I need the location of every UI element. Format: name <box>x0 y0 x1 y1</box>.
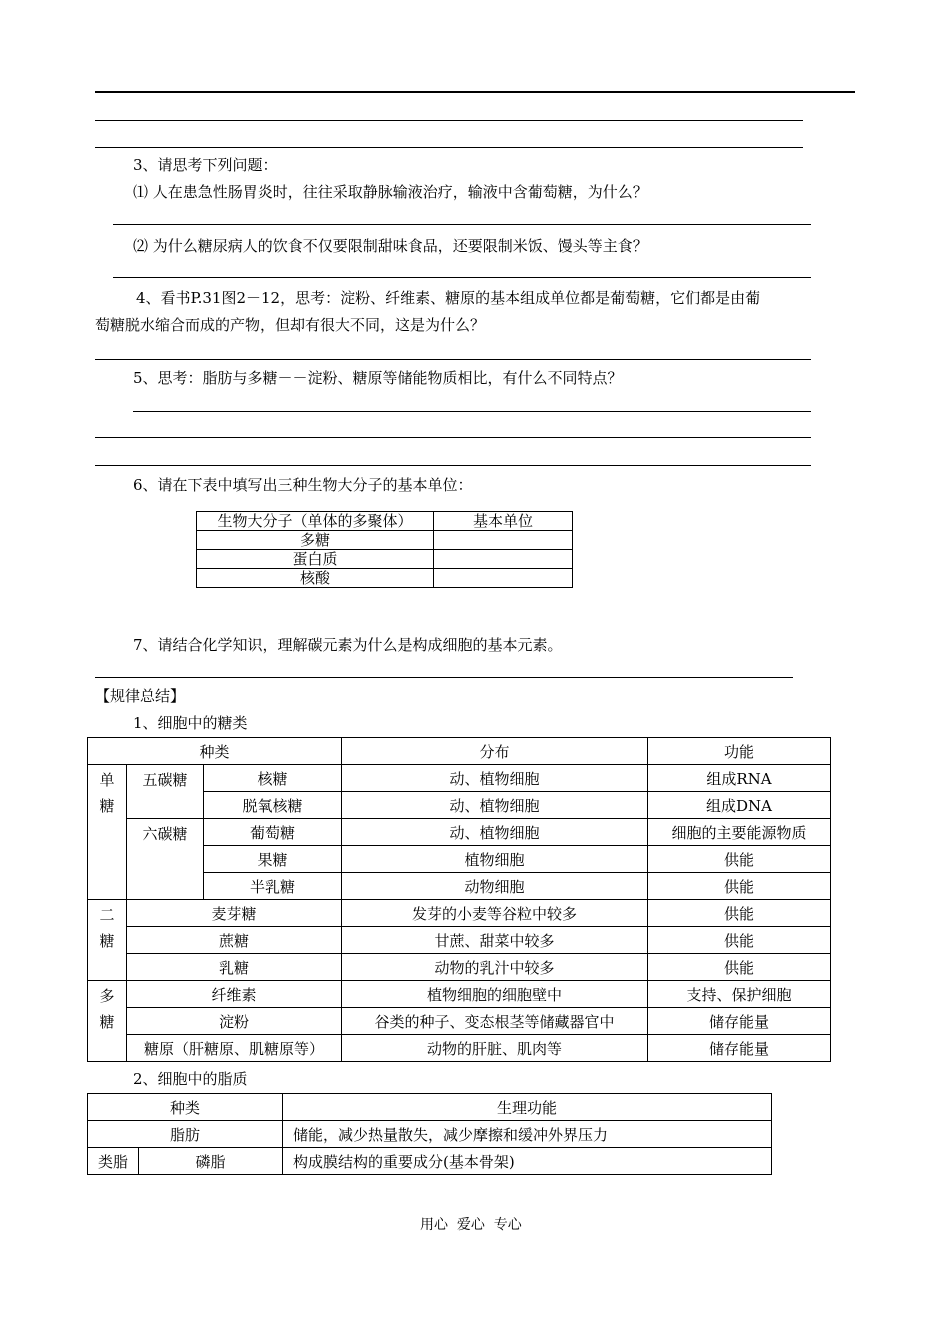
di-sugar-text: 二糖 <box>99 906 115 950</box>
sugar-distribution: 动、植物细胞 <box>342 792 648 819</box>
sugar-distribution: 甘蔗、甜菜中较多 <box>342 927 648 954</box>
question-7: 7、请结合化学知识，理解碳元素为什么是构成细胞的基本元素。 <box>133 636 563 654</box>
answer-line <box>95 437 811 438</box>
question-4-line1: 4、看书P.31图2－12，思考：淀粉、纤维素、糖原的基本组成单位都是葡萄糖，它们都是由葡 <box>136 289 761 307</box>
sugar-distribution: 动物的肝脏、肌肉等 <box>342 1035 648 1062</box>
sugar-function: 组成DNA <box>648 792 831 819</box>
sugar-header-function: 功能 <box>648 738 831 765</box>
sugar-function: 供能 <box>648 873 831 900</box>
di-sugar-label <box>88 900 127 981</box>
sugar-distribution: 植物细胞的细胞壁中 <box>342 981 648 1008</box>
sugar-distribution: 动物细胞 <box>342 873 648 900</box>
poly-sugar-text: 多糖 <box>99 987 115 1031</box>
question-6: 6、请在下表中填写出三种生物大分子的基本单位： <box>133 476 473 494</box>
table-row <box>197 550 573 569</box>
sugar-distribution: 动物的乳汁中较多 <box>342 954 648 981</box>
lipid-header-function: 生理功能 <box>282 1094 771 1121</box>
sugar-name: 糖原（肝糖原、肌糖原等） <box>127 1035 342 1062</box>
units-answer-cell <box>434 531 573 550</box>
question-3-2: ⑵ 为什么糖尿病人的饮食不仅要限制甜味食品，还要限制米饭、馒头等主食？ <box>133 237 648 255</box>
sugar-function: 组成RNA <box>648 765 831 792</box>
units-answer-cell <box>434 550 573 569</box>
table-row <box>88 900 831 927</box>
question-5: 5、思考：脂肪与多糖－－淀粉、糖原等储能物质相比，有什么不同特点？ <box>133 369 623 387</box>
table-row <box>88 1121 772 1148</box>
table-row <box>88 819 831 846</box>
question-3-title: 3、请思考下列问题： <box>133 156 278 174</box>
question-4-line2: 萄糖脱水缩合而成的产物，但却有很大不同，这是为什么？ <box>95 316 486 334</box>
sugar-function: 储存能量 <box>648 1035 831 1062</box>
pentose-label: 五碳糖 <box>127 765 204 819</box>
units-table <box>196 511 573 588</box>
sugar-name: 纤维素 <box>127 981 342 1008</box>
answer-line <box>95 147 803 148</box>
answer-line <box>95 91 855 93</box>
page-footer: 用心 爱心 专心 <box>420 1217 522 1233</box>
sugar-name: 葡萄糖 <box>204 819 342 846</box>
sugar-section-title: 1、细胞中的糖类 <box>133 714 248 732</box>
sugar-header-kind: 种类 <box>88 738 342 765</box>
sugar-distribution: 谷类的种子、变态根茎等储藏器官中 <box>342 1008 648 1035</box>
lipid-header-kind: 种类 <box>88 1094 283 1121</box>
sugar-function: 供能 <box>648 846 831 873</box>
units-header-macromolecule: 生物大分子（单体的多聚体） <box>197 512 434 531</box>
lipid-lipoid: 类脂 <box>88 1148 139 1175</box>
sugar-function: 供能 <box>648 927 831 954</box>
sugar-function: 供能 <box>648 954 831 981</box>
lipid-fat-function: 储能，减少热量散失，减少摩擦和缓冲外界压力 <box>282 1121 771 1148</box>
units-header-unit: 基本单位 <box>434 512 573 531</box>
sugar-name: 半乳糖 <box>204 873 342 900</box>
summary-heading: 【规律总结】 <box>95 687 186 705</box>
table-row <box>197 531 573 550</box>
answer-line <box>113 224 811 225</box>
lipid-phospholipid: 磷脂 <box>139 1148 283 1175</box>
poly-sugar-label <box>88 981 127 1062</box>
sugar-header-distribution: 分布 <box>342 738 648 765</box>
answer-line <box>113 277 811 278</box>
answer-line <box>95 465 811 466</box>
answer-line <box>133 411 811 412</box>
answer-line <box>95 120 803 121</box>
mono-sugar-label <box>88 765 127 900</box>
answer-line <box>95 677 793 678</box>
sugar-function: 供能 <box>648 900 831 927</box>
units-cell: 核酸 <box>197 569 434 588</box>
sugar-name: 淀粉 <box>127 1008 342 1035</box>
lipid-fat: 脂肪 <box>88 1121 283 1148</box>
sugar-distribution: 植物细胞 <box>342 846 648 873</box>
sugar-function: 细胞的主要能源物质 <box>648 819 831 846</box>
sugar-table <box>87 737 831 1062</box>
table-row <box>88 1008 831 1035</box>
table-row <box>88 981 831 1008</box>
sugar-distribution: 动、植物细胞 <box>342 765 648 792</box>
mono-sugar-text: 单糖 <box>99 771 115 815</box>
question-3-1: ⑴ 人在患急性肠胃炎时，往往采取静脉输液治疗，输液中含葡萄糖，为什么？ <box>133 183 648 201</box>
sugar-distribution: 发芽的小麦等谷粒中较多 <box>342 900 648 927</box>
table-row <box>88 954 831 981</box>
lipid-section-title: 2、细胞中的脂质 <box>133 1070 248 1088</box>
sugar-name: 果糖 <box>204 846 342 873</box>
sugar-name: 蔗糖 <box>127 927 342 954</box>
lipid-phospholipid-function: 构成膜结构的重要成分(基本骨架) <box>282 1148 771 1175</box>
sugar-distribution: 动、植物细胞 <box>342 819 648 846</box>
units-cell: 多糖 <box>197 531 434 550</box>
table-row <box>88 765 831 792</box>
table-row <box>88 927 831 954</box>
table-row <box>197 569 573 588</box>
table-row <box>88 1148 772 1175</box>
sugar-function: 支持、保护细胞 <box>648 981 831 1008</box>
sugar-function: 储存能量 <box>648 1008 831 1035</box>
lipid-table <box>87 1093 772 1175</box>
answer-line <box>95 359 811 360</box>
table-row <box>88 1035 831 1062</box>
sugar-name: 麦芽糖 <box>127 900 342 927</box>
units-answer-cell <box>434 569 573 588</box>
sugar-name: 核糖 <box>204 765 342 792</box>
sugar-name: 脱氧核糖 <box>204 792 342 819</box>
hexose-label: 六碳糖 <box>127 819 204 900</box>
units-cell: 蛋白质 <box>197 550 434 569</box>
sugar-name: 乳糖 <box>127 954 342 981</box>
